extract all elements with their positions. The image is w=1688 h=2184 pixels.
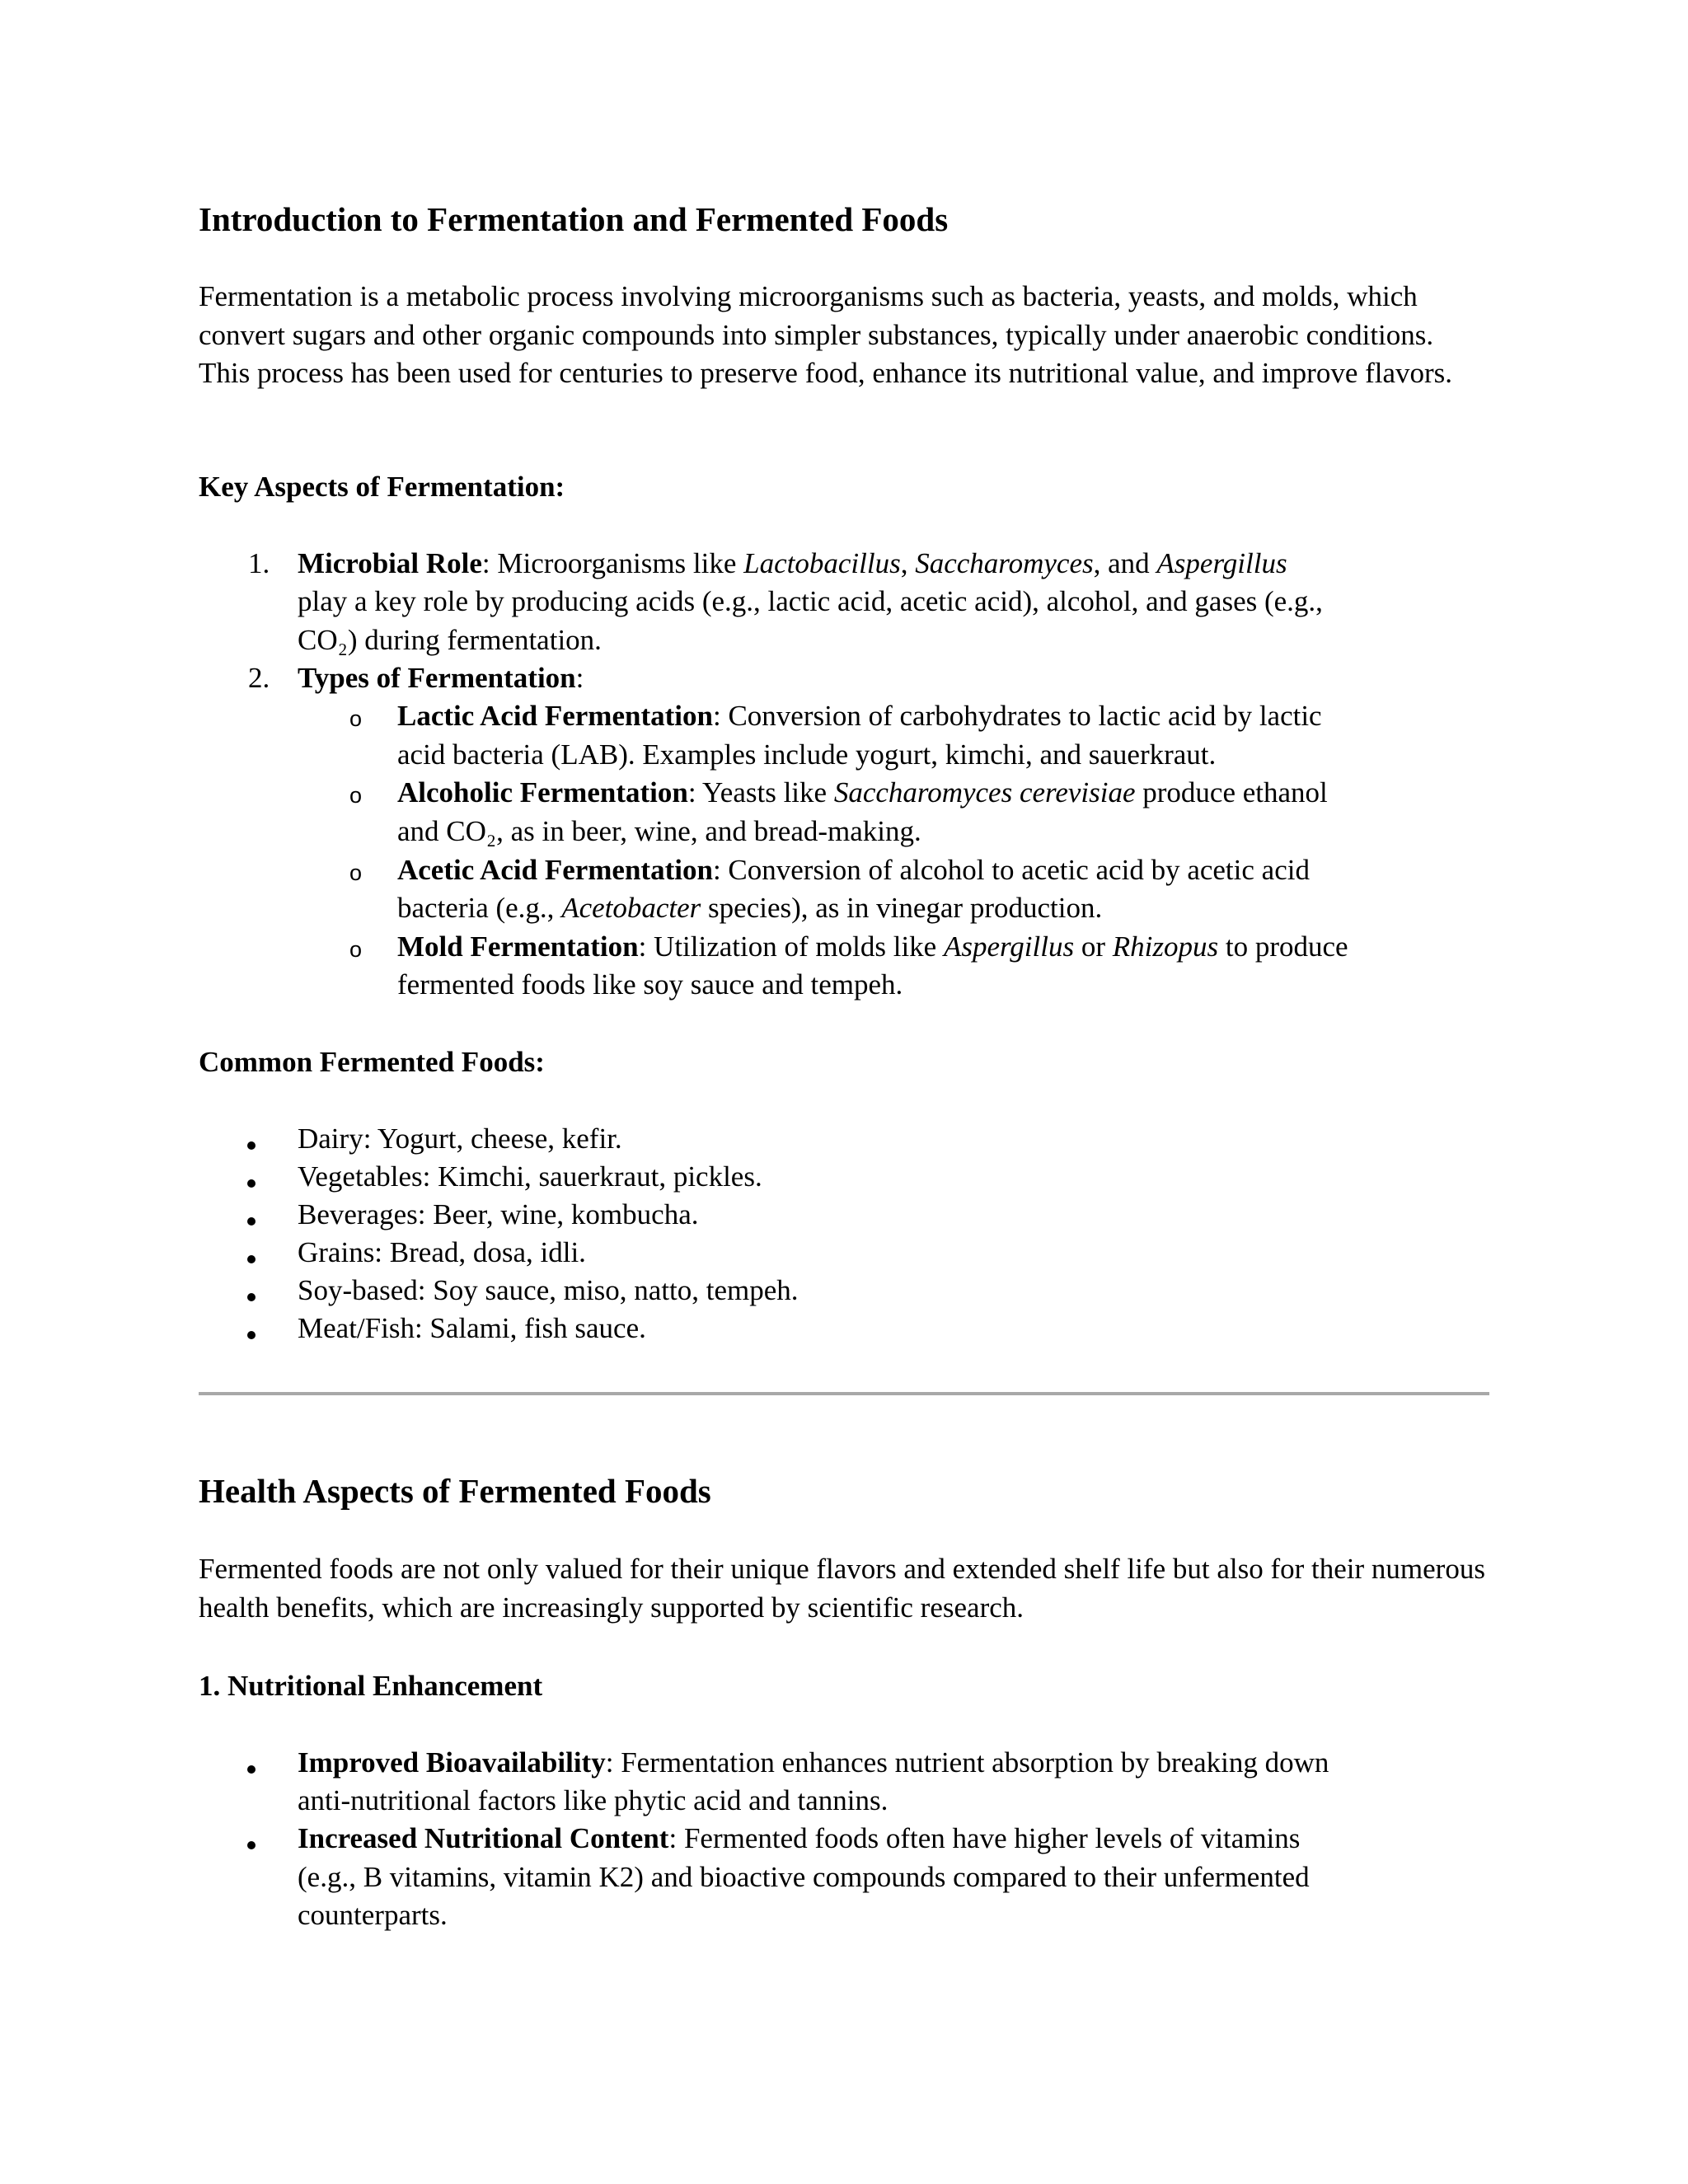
- fermentation-type-line: fermented foods like soy sauce and tempeh.: [397, 968, 903, 1001]
- health-item-term: Improved Bioavailability: [298, 1746, 606, 1779]
- list-item-text: Vegetables: Kimchi, sauerkraut, pickles.: [298, 1160, 762, 1193]
- fermentation-type-line: acid bacteria (LAB). Examples include yogurt, kimchi, and sauerkraut.: [397, 738, 1217, 771]
- key-aspect-line: [298, 545, 1287, 583]
- bullet-icon: [247, 1141, 256, 1150]
- health-item-text: : Fermentation enhances nutrient absorption by breaking down: [605, 1746, 1329, 1779]
- separator-text: , and: [1093, 547, 1157, 579]
- key-aspect-line: play a key role by producing acids (e.g., lactic acid, acetic acid), alcohol, and gases (e.g.,: [298, 585, 1323, 617]
- fermentation-type-line: [397, 889, 1102, 928]
- fermentation-type-line: [397, 851, 1310, 890]
- key-aspects-heading: Key Aspects of Fermentation:: [199, 471, 565, 503]
- nutritional-enhancement-heading: 1. Nutritional Enhancement: [199, 1670, 543, 1702]
- section-divider: [199, 1392, 1489, 1395]
- fermentation-type-text: species), as in vinegar production.: [701, 892, 1103, 924]
- bullet-icon: [247, 1255, 256, 1263]
- key-aspect-term: Microbial Role: [298, 547, 482, 579]
- fermentation-type-text: bacteria (e.g.,: [397, 892, 562, 924]
- bullet-icon: [247, 1217, 256, 1226]
- organism-name: Lactobacillus: [743, 547, 901, 579]
- organism-name: Aspergillus: [1156, 547, 1287, 579]
- fermentation-type-term: Alcoholic Fermentation: [397, 776, 688, 808]
- circle-bullet-icon: o: [349, 783, 363, 808]
- circle-bullet-icon: o: [349, 706, 363, 731]
- organism-name: Aspergillus: [943, 930, 1075, 963]
- fermentation-type-text: : Conversion of alcohol to acetic acid by acetic acid: [712, 854, 1310, 886]
- list-item-text: Meat/Fish: Salami, fish sauce.: [298, 1312, 646, 1344]
- circle-bullet-icon: o: [349, 860, 363, 885]
- key-aspect-term: Types of Fermentation: [298, 662, 576, 694]
- health-title: Health Aspects of Fermented Foods: [199, 1472, 711, 1510]
- health-item-text: : Fermented foods often have higher levels of vitamins: [668, 1822, 1301, 1854]
- key-aspect-line: CO₂) during fermentation.: [298, 624, 602, 656]
- fermentation-type-line: and CO₂, as in beer, wine, and bread-making.: [397, 815, 921, 847]
- health-item-line: anti-nutritional factors like phytic acid and tannins.: [298, 1784, 889, 1816]
- fermentation-type-term: Mold Fermentation: [397, 930, 639, 963]
- list-number: 1.: [248, 547, 270, 579]
- intro-title: Introduction to Fermentation and Fermented Foods: [199, 200, 949, 238]
- organism-name: Rhizopus: [1112, 930, 1219, 963]
- list-item-text: Beverages: Beer, wine, kombucha.: [298, 1198, 699, 1230]
- health-item-line: counterparts.: [298, 1899, 448, 1931]
- key-aspect-line: [298, 659, 584, 698]
- organism-name: Acetobacter: [561, 892, 701, 924]
- list-item-text: Soy-based: Soy sauce, miso, natto, tempeh.: [298, 1274, 799, 1306]
- fermentation-type-line: [397, 697, 1322, 736]
- separator-text: ,: [900, 547, 916, 579]
- fermentation-type-text: to produce: [1218, 930, 1348, 963]
- fermentation-type-line: [397, 928, 1348, 967]
- bullet-icon: [247, 1841, 256, 1849]
- fermentation-type-text: : Utilization of molds like: [638, 930, 944, 963]
- health-item-line: (e.g., B vitamins, vitamin K2) and bioactive compounds compared to their unfermented: [298, 1861, 1310, 1893]
- fermentation-type-text: produce ethanol: [1135, 776, 1328, 808]
- key-aspect-text: : Microorganisms like: [481, 547, 744, 579]
- fermentation-type-term: Acetic Acid Fermentation: [397, 854, 713, 886]
- bullet-icon: [247, 1331, 256, 1339]
- list-number: 2.: [248, 662, 270, 694]
- separator-text: or: [1074, 930, 1113, 963]
- bullet-icon: [247, 1765, 256, 1774]
- health-item-term: Increased Nutritional Content: [298, 1822, 669, 1854]
- organism-name: Saccharomyces cerevisiae: [833, 776, 1136, 808]
- health-paragraph: Fermented foods are not only valued for their unique flavors and extended shelf life but also for their numerous health benefits, which are increasingly supported by scientific research.: [199, 1553, 1485, 1624]
- health-item-line: [298, 1744, 1329, 1783]
- common-foods-heading: Common Fermented Foods:: [199, 1046, 545, 1078]
- fermentation-type-term: Lactic Acid Fermentation: [397, 700, 713, 732]
- fermentation-type-text: : Conversion of carbohydrates to lactic acid by lactic: [712, 700, 1322, 732]
- key-aspect-suffix: :: [575, 662, 584, 694]
- organism-name: Saccharomyces: [915, 547, 1094, 579]
- bullet-icon: [247, 1179, 256, 1188]
- list-item-text: Grains: Bread, dosa, idli.: [298, 1236, 586, 1268]
- intro-paragraph: Fermentation is a metabolic process involving microorganisms such as bacteria, yeasts, and molds, which convert sugars and other organic compounds into simpler substances, typically under anaerobic conditions. This process has been used for centuries to preserve food, enhance its nutritional value, and improve flavors.: [199, 280, 1453, 389]
- list-item-text: Dairy: Yogurt, cheese, kefir.: [298, 1122, 622, 1155]
- bullet-icon: [247, 1293, 256, 1301]
- circle-bullet-icon: o: [349, 937, 363, 962]
- fermentation-type-line: [397, 774, 1328, 813]
- health-item-line: [298, 1820, 1300, 1858]
- fermentation-type-text: : Yeasts like: [687, 776, 834, 808]
